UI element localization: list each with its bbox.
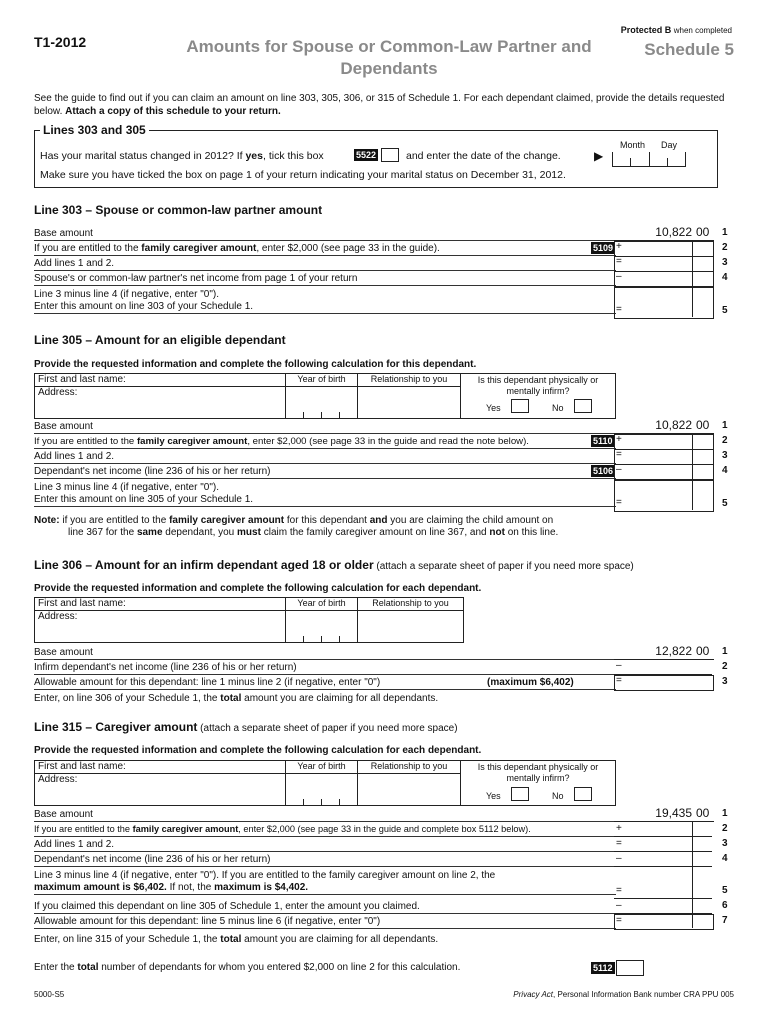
- op-eq: =: [616, 838, 622, 849]
- line-315-title: Line 315 – Caregiver amount (attach a separate sheet of paper if you need more space): [34, 720, 458, 734]
- l303-line2-input[interactable]: [614, 241, 714, 257]
- l306-row-3: Allowable amount for this dependant: line 1 minus line 2 (if negative, enter "0"): [34, 676, 616, 690]
- yob-field[interactable]: [285, 773, 358, 806]
- code-5112: 5112: [593, 963, 613, 973]
- l303-amount-column: 10,822 00: [614, 225, 714, 318]
- privacy-notice: Privacy Act, Personal Information Bank number CRA PPU 005: [513, 990, 734, 999]
- op-plus: +: [616, 434, 622, 445]
- l305-note: Note: if you are entitled to the family caregiver amount for this dependant and you are claiming the child amount on line 367 for the same dependant, you must claim the family caregiver amount on line 367, and not on this line.: [34, 515, 559, 538]
- l303-row-5: Line 3 minus line 4 (if negative, enter "0"). Enter this amount on line 303 of your Schedule 1.: [34, 289, 616, 314]
- op-minus: –: [616, 660, 622, 671]
- op-minus: –: [616, 853, 622, 864]
- line-number: 1: [722, 420, 728, 431]
- l305-line3-input[interactable]: [614, 449, 714, 465]
- line-number: 3: [722, 257, 728, 268]
- relationship-field[interactable]: [357, 773, 461, 806]
- yes-label: Yes: [486, 403, 501, 413]
- marital-change-checkbox[interactable]: [381, 148, 399, 162]
- line-number: 2: [722, 242, 728, 253]
- l305-amount-column: 10,822 00: [614, 418, 714, 511]
- line-number: 4: [722, 272, 728, 283]
- l306-instructions: Provide the requested information and complete the following calculation for each dependant.: [34, 583, 482, 594]
- op-minus: –: [616, 464, 622, 475]
- address-field[interactable]: Address:: [34, 610, 286, 643]
- line-number: 3: [722, 450, 728, 461]
- no-label: No: [552, 791, 564, 801]
- relationship-header: Relationship to you: [357, 597, 464, 611]
- l303-row-2: If you are entitled to the family caregiver amount, enter $2,000 (see page 33 in the guide).: [34, 242, 616, 256]
- line-number: 4: [722, 853, 728, 864]
- line-306-title: Line 306 – Amount for an infirm dependant aged 18 or older (attach a separate sheet of paper if you need more space): [34, 558, 634, 572]
- yob-header: Year of birth: [285, 597, 358, 611]
- line-number: 1: [722, 646, 728, 657]
- l305-row-3: Add lines 1 and 2.: [34, 450, 616, 464]
- l306-base-row: Base amount: [34, 646, 616, 660]
- line-number: 1: [722, 808, 728, 819]
- line-305-title: Line 305 – Amount for an eligible dependant: [34, 333, 286, 347]
- first-last-name-field[interactable]: First and last name:: [34, 597, 286, 611]
- l315-line5-input[interactable]: [614, 868, 712, 899]
- l315-row-4: Dependant's net income (line 236 of his or her return): [34, 853, 616, 867]
- arrow-icon: ▶: [594, 149, 604, 163]
- dependants-total-text: Enter the total number of dependants for whom you entered $2,000 on line 2 for this calculation.: [34, 962, 461, 973]
- op-eq: =: [616, 675, 622, 686]
- l303-line3-input[interactable]: [614, 256, 714, 272]
- month-label: Month: [620, 140, 646, 150]
- marital-reminder: Make sure you have ticked the box on page 1 of your return indicating your marital status on December 31, 2012.: [40, 169, 566, 181]
- line-number: 7: [722, 915, 728, 926]
- infirm-question: Is this dependant physically or mentally infirm?: [460, 760, 616, 806]
- line-number: 5: [722, 498, 728, 509]
- l315-amount-column: 19,435 00: [614, 806, 714, 931]
- yob-field[interactable]: [285, 386, 358, 419]
- code-5106: 5106: [593, 466, 614, 476]
- infirm-no-checkbox[interactable]: [574, 787, 592, 801]
- infirm-no-checkbox[interactable]: [574, 399, 592, 413]
- l315-row-6: If you claimed this dependant on line 305 of Schedule 1, enter the amount you claimed.: [34, 900, 616, 914]
- line-number: 5: [722, 305, 728, 316]
- l315-enter-total: Enter, on line 315 of your Schedule 1, the total amount you are claiming for all dependants.: [34, 934, 439, 945]
- l305-row-5: Line 3 minus line 4 (if negative, enter "0"). Enter this amount on line 305 of your Schedule 1.: [34, 482, 616, 507]
- line-number: 3: [722, 676, 728, 687]
- l305-line4-input[interactable]: [614, 464, 714, 480]
- yob-header: Year of birth: [285, 373, 358, 387]
- op-minus: –: [616, 900, 622, 911]
- form-id: T1-2012: [34, 34, 87, 50]
- line-number: 2: [722, 823, 728, 834]
- l303-base-row: Base amount: [34, 227, 616, 241]
- dependants-count-input[interactable]: [616, 960, 644, 976]
- l315-instructions: Provide the requested information and complete the following calculation for each dependant.: [34, 745, 482, 756]
- line-number: 2: [722, 435, 728, 446]
- infirm-yes-checkbox[interactable]: [511, 399, 529, 413]
- l315-row-3: Add lines 1 and 2.: [34, 838, 616, 852]
- section-title-303-305: Lines 303 and 305: [40, 123, 149, 137]
- line-number: 2: [722, 661, 728, 672]
- l315-line2-input[interactable]: [614, 822, 712, 837]
- code-5109: 5109: [593, 243, 614, 253]
- relationship-header: Relationship to you: [357, 760, 461, 774]
- l315-line6-input[interactable]: [614, 899, 712, 914]
- l305-line5-input[interactable]: [614, 480, 714, 512]
- l315-row-2: If you are entitled to the family caregiver amount, enter $2,000 (see page 33 in the guide and complete box 5112 below).: [34, 823, 616, 837]
- l315-line4-input[interactable]: [614, 852, 712, 867]
- op-eq: =: [616, 304, 622, 315]
- code-5110: 5110: [593, 436, 613, 446]
- relationship-field[interactable]: [357, 386, 461, 419]
- infirm-yes-checkbox[interactable]: [511, 787, 529, 801]
- op-eq: =: [616, 885, 622, 896]
- date-change-field[interactable]: [612, 152, 686, 167]
- infirm-question: Is this dependant physically or mentally infirm?: [460, 373, 616, 419]
- op-minus: –: [616, 271, 622, 282]
- l305-row-4: Dependant's net income (line 236 of his or her return): [34, 465, 616, 479]
- yob-field[interactable]: [285, 610, 358, 643]
- line-number: 5: [722, 885, 728, 896]
- line-number: 4: [722, 465, 728, 476]
- form-code: 5000-S5: [34, 990, 65, 999]
- protected-label: Protected B when completed: [620, 25, 732, 35]
- l315-row-7: Allowable amount for this dependant: line 5 minus line 6 (if negative, enter "0"): [34, 915, 616, 929]
- l303-line4-input[interactable]: [614, 271, 714, 287]
- address-field[interactable]: Address:: [34, 773, 286, 806]
- first-last-name-field[interactable]: First and last name:: [34, 373, 286, 387]
- l303-row-3: Add lines 1 and 2.: [34, 257, 616, 271]
- code-5522: 5522: [356, 150, 377, 160]
- line-number: 1: [722, 227, 728, 238]
- l305-row-2: If you are entitled to the family caregiver amount, enter $2,000 (see page 33 in the guide and read the note below).: [34, 435, 616, 449]
- schedule-label: Schedule 5: [644, 40, 734, 59]
- l306-enter-total: Enter, on line 306 of your Schedule 1, the total amount you are claiming for all dependants.: [34, 693, 439, 704]
- address-field[interactable]: Address:: [34, 386, 286, 419]
- l306-line2-input[interactable]: [614, 660, 712, 675]
- line-303-title: Line 303 – Spouse or common-law partner amount: [34, 203, 323, 217]
- l315-line7-input[interactable]: [614, 914, 714, 930]
- op-eq: =: [616, 256, 622, 267]
- op-plus: +: [616, 823, 622, 834]
- relationship-field[interactable]: [357, 610, 464, 643]
- yes-label: Yes: [486, 791, 501, 801]
- l305-line2-input[interactable]: [614, 434, 714, 450]
- l315-base-row: Base amount: [34, 808, 616, 822]
- op-eq: =: [616, 497, 622, 508]
- yob-header: Year of birth: [285, 760, 358, 774]
- no-label: No: [552, 403, 564, 413]
- l303-line5-input[interactable]: [614, 287, 714, 319]
- l306-dependant-table: [34, 597, 464, 643]
- line-number: 3: [722, 838, 728, 849]
- l303-row-4: Spouse's or common-law partner's net income from page 1 of your return: [34, 272, 616, 286]
- l305-instructions: Provide the requested information and complete the following calculation for this dependant.: [34, 359, 477, 370]
- op-eq: =: [616, 915, 622, 926]
- relationship-header: Relationship to you: [357, 373, 461, 387]
- line-number: 6: [722, 900, 728, 911]
- l315-row-5: Line 3 minus line 4 (if negative, enter "0"). If you are entitled to the family caregiver amount on line 2, the maximum amount is $6,402. If not, the maximum is $4,402.: [34, 870, 616, 895]
- l305-base-row: Base amount: [34, 420, 616, 434]
- first-last-name-field[interactable]: First and last name:: [34, 760, 286, 774]
- l306-maximum: (maximum $6,402): [487, 677, 574, 688]
- intro-text: See the guide to find out if you can claim an amount on line 303, 305, 306, or 315 of Schedule 1. For each dependant claimed, provide the details requested below. Attach a copy of this schedule to your return.: [34, 93, 725, 117]
- l306-line3-input[interactable]: [614, 675, 714, 691]
- op-eq: =: [616, 449, 622, 460]
- day-label: Day: [661, 140, 678, 150]
- l306-amount-column: 12,822 00: [614, 644, 714, 692]
- l306-row-2: Infirm dependant's net income (line 236 of his or her return): [34, 661, 616, 675]
- op-plus: +: [616, 241, 622, 252]
- l315-line3-input[interactable]: [614, 837, 712, 852]
- page-title: Amounts for Spouse or Common-Law Partner and Dependants: [186, 37, 592, 78]
- marital-question: Has your marital status changed in 2012? If yes, tick this box: [40, 150, 324, 162]
- marital-question-tail: and enter the date of the change.: [406, 150, 561, 162]
